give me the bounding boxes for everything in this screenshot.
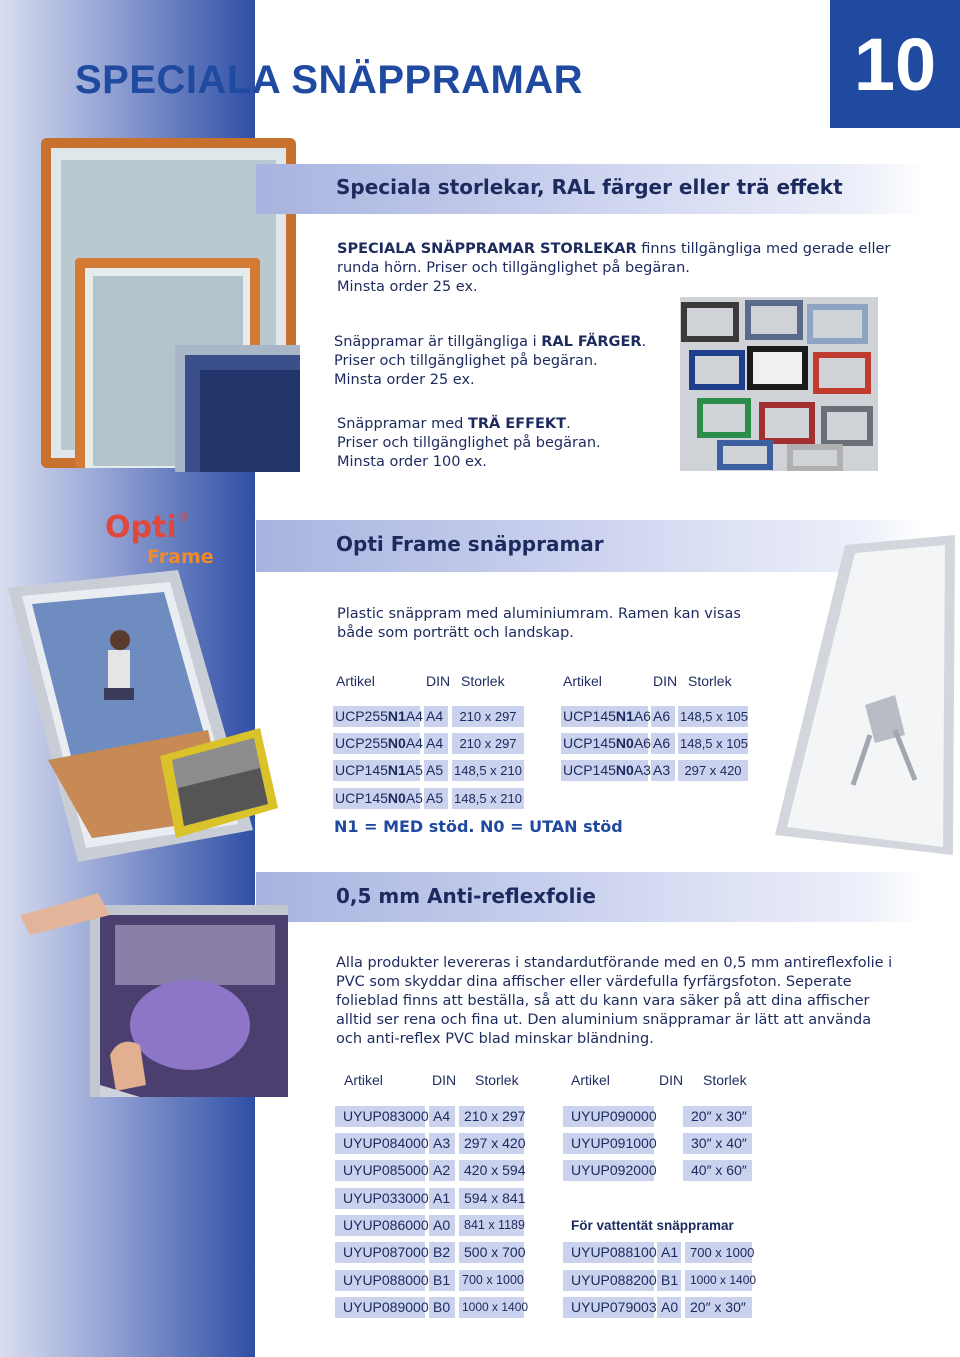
size-cell: 594 x 841	[459, 1188, 524, 1209]
code-prefix: UCP145	[335, 790, 388, 806]
article-code: UYUP086000	[335, 1215, 425, 1236]
ral-color-frames-photo	[680, 297, 878, 471]
waterproof-heading: För vattentät snäppramar	[571, 1218, 734, 1233]
code-prefix: UCP255	[335, 735, 388, 751]
size-cell: 210 x 297	[452, 706, 524, 727]
col-header-storlek: Storlek	[461, 673, 505, 689]
section-speciala-header	[256, 164, 925, 214]
size-cell: 148,5 x 105	[678, 706, 748, 727]
din-cell: A2	[429, 1160, 455, 1181]
easel-frame-photo	[775, 535, 960, 870]
section-title: 0,5 mm Anti-reflexfolie	[336, 884, 596, 908]
size-cell: 20″ x 30″	[685, 1297, 752, 1318]
size-cell: 148,5 x 210	[452, 760, 524, 781]
size-cell: 148,5 x 210	[452, 788, 524, 809]
din-cell: A3	[429, 1133, 455, 1154]
col-header-din: DIN	[426, 673, 451, 689]
bold-text: SPECIALA SNÄPPRAMAR STORLEKAR	[337, 241, 637, 257]
text-line: alltid ser rena och fina ut. Den aluminium snäppramar är lätt att använda	[336, 1012, 872, 1028]
text-line: Priser och tillgänglighet på begäran.	[334, 353, 598, 369]
din-cell: A5	[424, 760, 448, 781]
text-line: Minsta order 25 ex.	[334, 372, 475, 388]
code-prefix: UCP255	[335, 708, 388, 724]
code-suffix: A4	[405, 708, 423, 724]
article-code: UYUP090000	[563, 1106, 654, 1127]
article-code: UYUP033000	[335, 1188, 425, 1209]
din-cell: A0	[429, 1215, 455, 1236]
size-cell: 1000 x 1400	[459, 1297, 524, 1318]
code-suffix: A4	[405, 735, 423, 751]
text-span: .	[641, 334, 647, 350]
section-title: Speciala storlekar, RAL färger eller trä effekt	[336, 175, 843, 199]
article-code: UYUP089000	[335, 1297, 425, 1318]
col-header-storlek: Storlek	[703, 1072, 747, 1088]
text-line: Alla produkter levereras i standardutförande med en 0,5 mm antireflexfolie i	[336, 955, 893, 971]
size-cell: 500 x 700	[459, 1242, 524, 1263]
article-code: UYUP088200	[563, 1270, 654, 1291]
code-suffix: A3	[633, 762, 651, 778]
col-header-artikel: Artikel	[336, 673, 375, 689]
text-line: Plastic snäppram med aluminiumram. Ramen kan visas	[337, 606, 741, 622]
col-header-artikel: Artikel	[571, 1072, 610, 1088]
size-cell: 40″ x 60″	[683, 1160, 752, 1181]
code-variant: N1	[387, 762, 406, 778]
text-span: .	[566, 416, 571, 432]
code-variant: N0	[615, 762, 634, 778]
opti-frame-logo	[105, 510, 225, 570]
code-prefix: UCP145	[563, 735, 616, 751]
optiframe-description	[337, 605, 767, 643]
text-line	[337, 240, 917, 259]
logo-frame: Frame	[147, 546, 214, 568]
din-cell: B1	[657, 1270, 681, 1291]
size-cell: 1000 x 1400	[685, 1270, 752, 1291]
col-header-storlek: Storlek	[688, 673, 732, 689]
text-line: Minsta order 100 ex.	[337, 454, 487, 470]
code-variant: N1	[615, 708, 634, 724]
text-line: Minsta order 25 ex.	[337, 279, 478, 295]
code-suffix: A5	[405, 790, 423, 806]
din-cell: A0	[657, 1297, 681, 1318]
article-code: UYUP088100	[563, 1242, 654, 1263]
col-header-din: DIN	[659, 1072, 684, 1088]
size-cell: 20″ x 30″	[683, 1106, 752, 1127]
article-code	[561, 706, 651, 727]
page-number-box	[830, 0, 960, 128]
article-code: UYUP092000	[563, 1160, 654, 1181]
text-span: finns tillgängliga med gerade eller	[636, 241, 891, 257]
page-title: SPECIALA SNÄPPRAMAR	[75, 58, 584, 102]
special-sizes-paragraph	[337, 240, 917, 297]
text-line: PVC som skyddar dina affischer eller värdefulla fyrfärgsfoton. Seperate	[336, 974, 852, 990]
din-cell: A5	[424, 788, 448, 809]
antireflex-description	[336, 954, 926, 1049]
size-cell: 148,5 x 105	[678, 733, 748, 754]
col-header-artikel: Artikel	[344, 1072, 383, 1088]
antireflex-photo	[20, 885, 288, 1097]
text-span: Snäppramar med	[337, 416, 468, 432]
text-line: både som porträtt och landskap.	[337, 625, 574, 641]
text-line: runda hörn. Priser och tillgänglighet på begäran.	[337, 260, 690, 276]
ral-colors-paragraph	[334, 333, 674, 390]
size-cell: 841 x 1189	[459, 1215, 524, 1236]
text-line	[337, 415, 677, 434]
code-variant: N0	[387, 790, 406, 806]
din-cell: A6	[651, 706, 675, 727]
text-line	[334, 333, 674, 352]
code-suffix: A6	[633, 735, 651, 751]
article-code	[561, 733, 651, 754]
col-header-din: DIN	[653, 673, 678, 689]
text-line: Priser och tillgänglighet på begäran.	[337, 435, 601, 451]
din-cell: A1	[657, 1242, 681, 1263]
din-cell: B0	[429, 1297, 455, 1318]
size-cell: 420 x 594	[459, 1160, 524, 1181]
article-code	[333, 788, 423, 809]
text-line: folieblad finns att beställa, så att du kann vara säker på att dina affischer	[336, 993, 870, 1009]
col-header-storlek: Storlek	[475, 1072, 519, 1088]
text-span: Snäppramar är tillgängliga i	[334, 334, 542, 350]
article-code	[333, 706, 423, 727]
size-cell: 30″ x 40″	[683, 1133, 752, 1154]
din-cell: B1	[429, 1270, 455, 1291]
logo-registered: ®	[177, 510, 189, 524]
size-cell: 297 x 420	[459, 1133, 524, 1154]
article-code: UYUP084000	[335, 1133, 425, 1154]
din-cell: A3	[651, 760, 675, 781]
article-code	[561, 760, 651, 781]
size-cell: 700 x 1000	[685, 1242, 752, 1263]
size-cell: 297 x 420	[678, 760, 748, 781]
bold-text: RAL FÄRGER	[541, 334, 642, 350]
din-cell: A4	[429, 1106, 455, 1127]
size-cell: 210 x 297	[452, 733, 524, 754]
bold-text: TRÄ EFFEKT	[467, 416, 567, 432]
article-code: UYUP088000	[335, 1270, 425, 1291]
code-suffix: A5	[405, 762, 423, 778]
size-cell: 210 x 297	[459, 1106, 524, 1127]
article-code: UYUP087000	[335, 1242, 425, 1263]
wood-effect-paragraph	[337, 415, 677, 472]
article-code: UYUP085000	[335, 1160, 425, 1181]
article-code: UYUP079003	[563, 1297, 654, 1318]
code-suffix: A6	[633, 708, 651, 724]
page-number: 10	[853, 22, 937, 106]
col-header-artikel: Artikel	[563, 673, 602, 689]
yellow-frame-photo	[160, 728, 278, 838]
section-antireflex-header	[256, 872, 925, 922]
size-cell: 700 x 1000	[459, 1270, 524, 1291]
din-cell: A1	[429, 1188, 455, 1209]
din-cell: B2	[429, 1242, 455, 1263]
code-prefix: UCP145	[563, 762, 616, 778]
section-title: Opti Frame snäppramar	[336, 532, 604, 556]
support-note: N1 = MED stöd. N0 = UTAN stöd	[334, 817, 623, 836]
code-prefix: UCP145	[335, 762, 388, 778]
din-cell: A4	[424, 706, 448, 727]
code-variant: N0	[387, 735, 406, 751]
logo-opti: Opti	[105, 510, 177, 545]
code-variant: N0	[615, 735, 634, 751]
article-code: UYUP083000	[335, 1106, 425, 1127]
text-line: och anti-reflex PVC blad minskar bländning.	[336, 1031, 654, 1047]
article-code	[333, 760, 423, 781]
code-variant: N1	[387, 708, 406, 724]
article-code	[333, 733, 423, 754]
article-code: UYUP091000	[563, 1133, 654, 1154]
din-cell: A4	[424, 733, 448, 754]
code-prefix: UCP145	[563, 708, 616, 724]
din-cell: A6	[651, 733, 675, 754]
col-header-din: DIN	[432, 1072, 457, 1088]
